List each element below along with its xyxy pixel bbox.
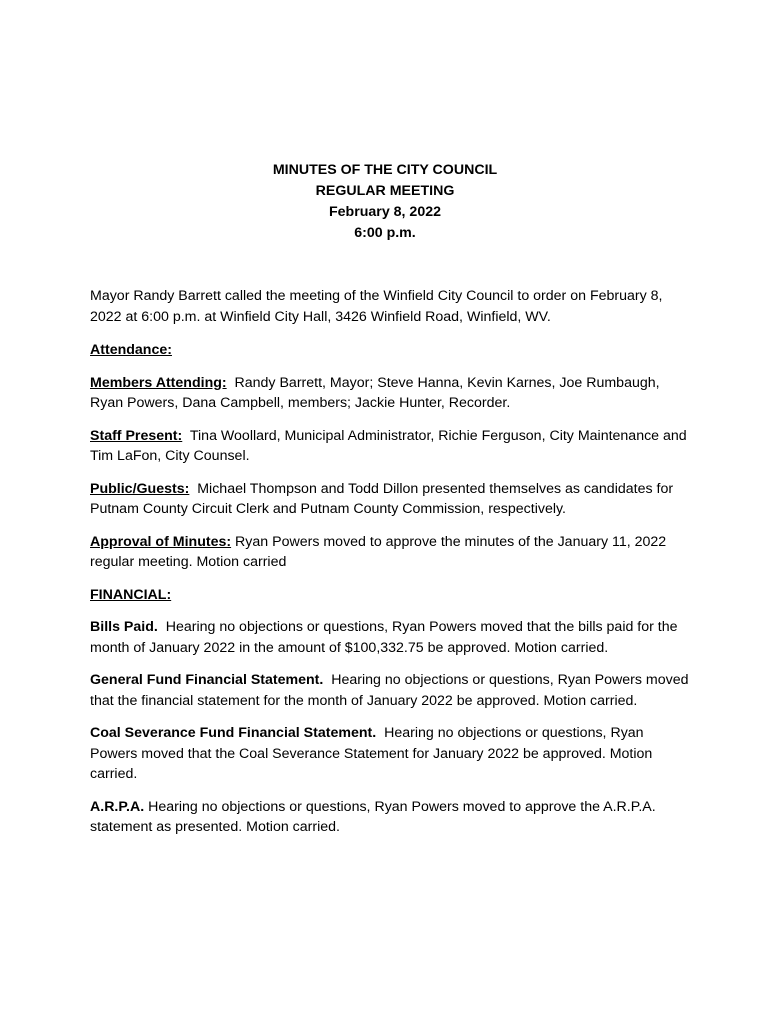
approval-of-minutes-text: Ryan Powers moved to approve the minutes of the January 11, 2022 regular meeting. Motion carried bbox=[90, 533, 667, 570]
staff-present-paragraph bbox=[90, 426, 690, 467]
approval-of-minutes-paragraph bbox=[90, 532, 690, 573]
bills-paid-text: Hearing no objections or questions, Ryan Powers moved that the bills paid for the month of January 2022 in the amount of $100,332.75 be approved. Motion carried. bbox=[90, 619, 678, 656]
attendance-heading: Attendance: bbox=[90, 342, 172, 358]
heading-title: MINUTES OF THE CITY COUNCIL bbox=[272, 162, 498, 178]
arpa-text: Hearing no objections or questions, Ryan Powers moved to approve the A.R.P.A. statement as presented. Motion carried. bbox=[90, 798, 656, 835]
attendance-section bbox=[90, 340, 690, 361]
coal-severance-label: Coal Severance Fund Financial Statement. bbox=[90, 725, 377, 741]
staff-present-label: Staff Present: bbox=[90, 427, 183, 444]
arpa-paragraph bbox=[90, 797, 690, 838]
financial-heading: FINANCIAL: bbox=[90, 586, 172, 603]
bills-paid-paragraph bbox=[90, 617, 690, 658]
coal-severance-text: Hearing no objections or questions, Ryan Powers moved that the Coal Severance Statement for January 2022 be approved. Motion carried. bbox=[90, 725, 653, 782]
arpa-label: A.R.P.A. bbox=[90, 798, 145, 815]
financial-section bbox=[90, 585, 690, 606]
members-attending-text: Randy Barrett, Mayor; Steve Hanna, Kevin Karnes, Joe Rumbaugh, Ryan Powers, Dana Campbell, members; Jackie Hunter, Recorder. bbox=[90, 374, 660, 411]
document-body bbox=[90, 286, 690, 850]
bills-paid-label: Bills Paid. bbox=[90, 619, 158, 635]
heading-time: 6:00 p.m. bbox=[354, 225, 416, 241]
public-guests-paragraph bbox=[90, 479, 690, 520]
heading-date: February 8, 2022 bbox=[329, 204, 441, 220]
public-guests-text: Michael Thompson and Todd Dillon presented themselves as candidates for Putnam County Circuit Clerk and Putnam County Commission, respectively. bbox=[90, 480, 674, 517]
members-attending-paragraph bbox=[90, 373, 690, 414]
document-heading bbox=[0, 160, 770, 244]
intro-paragraph: Mayor Randy Barrett called the meeting of the Winfield City Council to order on February 8, 2022 at 6:00 p.m. at Winfield City Hall, 3426 Winfield Road, Winfield, WV. bbox=[90, 288, 663, 325]
general-fund-paragraph bbox=[90, 670, 690, 711]
staff-present-text: Tina Woollard, Municipal Administrator, Richie Ferguson, City Maintenance and Tim LaFon, City Counsel. bbox=[90, 427, 687, 464]
members-attending-label: Members Attending: bbox=[90, 374, 227, 391]
heading-meeting-type: REGULAR MEETING bbox=[315, 183, 455, 199]
coal-severance-paragraph bbox=[90, 723, 690, 785]
approval-of-minutes-label: Approval of Minutes: bbox=[90, 533, 232, 550]
general-fund-text: Hearing no objections or questions, Ryan Powers moved that the financial statement for the month of January 2022 be approved. Motion carried. bbox=[90, 672, 689, 709]
general-fund-label: General Fund Financial Statement. bbox=[90, 672, 324, 688]
public-guests-label: Public/Guests: bbox=[90, 480, 190, 497]
